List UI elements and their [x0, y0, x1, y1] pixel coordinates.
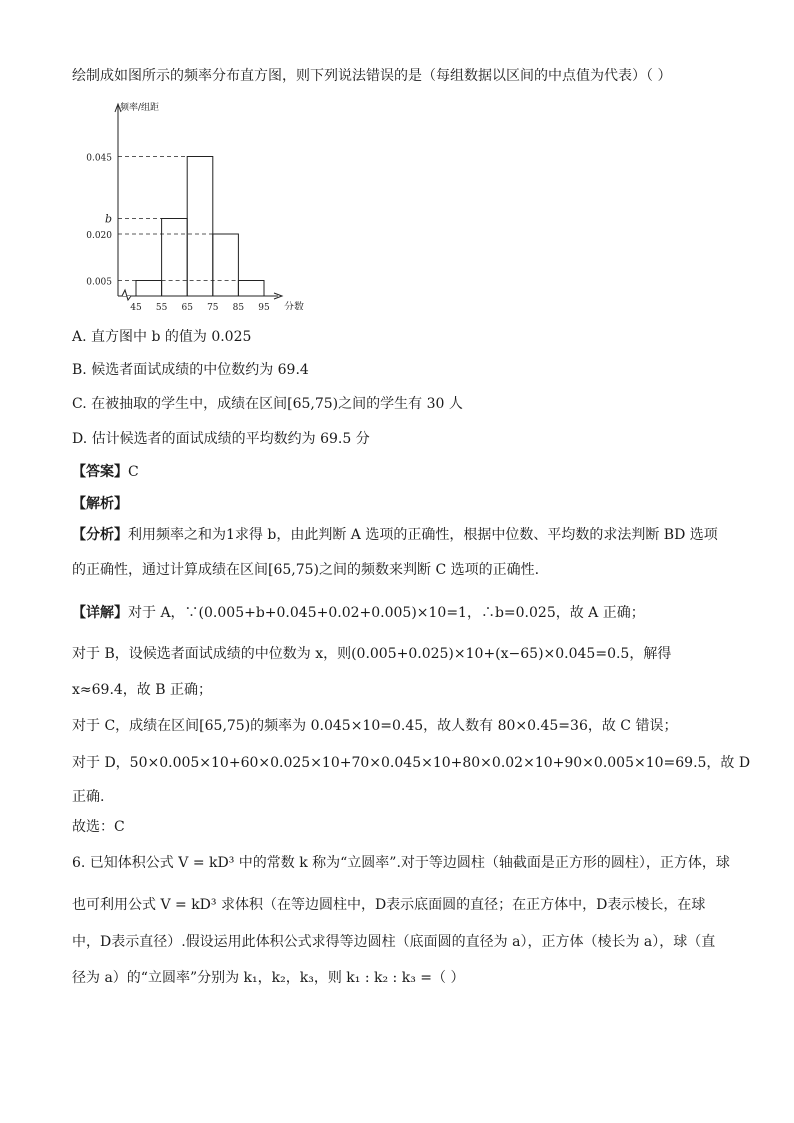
option-c: C. 在被抽取的学生中，成绩在区间[65,75)之间的学生有 30 人: [72, 396, 463, 412]
x-tick-label: 55: [155, 303, 168, 310]
option-b: B. 候选者面试成绩的中位数约为 69.4: [72, 362, 309, 378]
histogram-bar: [162, 219, 188, 297]
detail-a-line: [72, 603, 645, 623]
option-a: A. 直方图中 b 的值为 0.025: [72, 329, 252, 345]
x-tick-label: 95: [258, 303, 270, 310]
x-tick-label: 75: [207, 303, 219, 310]
y-tick-label: 0.005: [86, 277, 112, 288]
detail-tag: 【详解】: [72, 605, 128, 621]
question6-line3: 中，D表示直径）.假设运用此体积公式求得等边圆柱（底面圆的直径为 a），正方体（棱长为 a），球（直: [72, 934, 716, 950]
histogram-svg: [78, 98, 318, 310]
fenxi-line1: [72, 525, 718, 545]
question5-stem: 绘制成如图所示的频率分布直方图，则下列说法错误的是（每组数据以区间的中点值为代表）（ ）: [72, 68, 672, 84]
answer-value: C: [128, 464, 139, 480]
histogram-bar: [238, 281, 264, 297]
y-tick-label: 0.020: [86, 231, 112, 241]
option-d: D. 估计候选者的面试成绩的平均数约为 69.5 分: [72, 431, 370, 447]
histogram-bars: [136, 157, 264, 297]
x-tick-label: 65: [181, 303, 193, 310]
axis-break-mark: [122, 290, 131, 300]
y-tick-label: 0.045: [86, 153, 112, 164]
histogram-bar: [213, 234, 239, 296]
detail-d-line2: 正确.: [72, 789, 105, 805]
histogram-bar: [187, 157, 213, 297]
analysis-tag: 【解析】: [72, 496, 128, 512]
question6-line1: 6. 已知体积公式 V = kD³ 中的常数 k 称为“立圆率”.对于等边圆柱（轴截面是正方形的圆柱），正方体，球: [72, 855, 730, 871]
answer-tag: 【答案】: [72, 464, 128, 480]
fenxi-tag: 【分析】: [72, 527, 128, 543]
detail-a: 对于 A，∵(0.005+b+0.045+0.02+0.005)×10=1，∴b=0.025，故 A 正确；: [128, 605, 645, 621]
x-tick-label: 85: [232, 303, 245, 310]
detail-b-line2: x≈69.4，故 B 正确；: [72, 682, 212, 698]
histogram-guides: [118, 157, 264, 281]
histogram-bar: [136, 281, 162, 297]
fenxi-text: 利用频率之和为1求得 b，由此判断 A 选项的正确性，根据中位数、平均数的求法判断 BD 选项: [128, 527, 718, 543]
detail-c: 对于 C，成绩在区间[65,75)的频率为 0.045×10=0.45，故人数有 80×0.45=36，故 C 错误；: [72, 718, 678, 734]
question6-line4: 径为 a）的“立圆率”分别为 k₁，k₂，k₃，则 k₁ : k₂ : k₃ =（ ）: [72, 970, 465, 986]
x-axis-label: 分数: [284, 302, 304, 310]
y-tick-label: b: [104, 212, 112, 226]
y-axis-label: 频率/组距: [120, 103, 160, 113]
question6-line2: 也可利用公式 V = kD³ 求体积（在等边圆柱中，D表示底面圆的直径；在正方体中，D表示棱长，在球: [72, 897, 706, 913]
histogram-axes: [115, 104, 282, 300]
histogram-labels: [86, 101, 304, 310]
detail-d-line1: 对于 D，50×0.005×10+60×0.025×10+70×0.045×10+80×0.02×10+90×0.005×10=69.5，故 D: [72, 755, 751, 771]
x-tick-label: 45: [130, 303, 142, 310]
conclusion: 故选：C: [72, 819, 125, 835]
histogram: [78, 98, 318, 314]
fenxi-line2: 的正确性，通过计算成绩在区间[65,75)之间的频数来判断 C 选项的正确性.: [72, 562, 540, 578]
answer-line: [72, 462, 139, 482]
detail-b-line1: 对于 B，设候选者面试成绩的中位数为 x，则(0.005+0.025)×10+(x−65)×0.045=0.5，解得: [72, 646, 672, 662]
